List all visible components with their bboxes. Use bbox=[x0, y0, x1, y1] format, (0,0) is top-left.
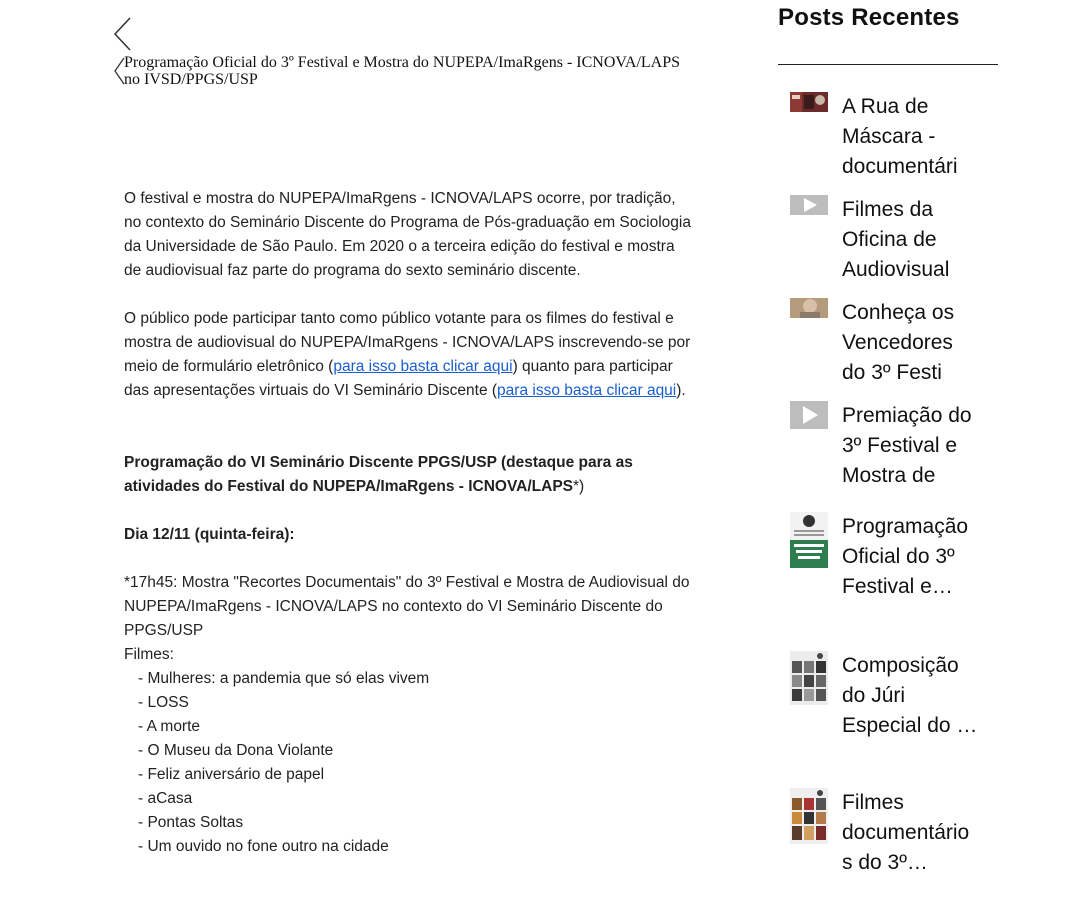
portrait-photo-thumbnail[interactable] bbox=[790, 298, 828, 323]
film-item: - O Museu da Dona Violante bbox=[138, 742, 334, 759]
participation-paragraph bbox=[124, 307, 694, 403]
recent-post-title-line: Festival e… bbox=[842, 575, 953, 598]
recent-post-title-line: do 3º Festi bbox=[842, 361, 942, 384]
recent-post-title[interactable] bbox=[842, 92, 992, 178]
recent-post-title[interactable] bbox=[842, 512, 992, 604]
film-item: - Um ouvido no fone outro na cidade bbox=[138, 838, 389, 855]
recent-post-title-line: documentário bbox=[842, 821, 970, 844]
film-item: - aCasa bbox=[138, 790, 193, 807]
film-item: - LOSS bbox=[138, 694, 189, 711]
intro-paragraph: O festival e mostra do NUPEPA/ImaRgens - ICNOVA/LAPS ocorre, por tradição, no contexto do Seminário Discente do Programa de Pós-graduação em Sociologia da Universidade de São Paulo. Em 2020 o a terceira edição do festival e mostra de audiovisual faz parte do programa do sexto seminário discente. bbox=[124, 190, 691, 279]
recent-post-title-line: Filmes bbox=[842, 791, 904, 814]
film-item: - Feliz aniversário de papel bbox=[138, 766, 325, 783]
recent-post-title-line: 3º Festival e bbox=[842, 434, 958, 457]
recent-post-title-line: Vencedores bbox=[842, 331, 953, 354]
recent-post-title-line: Oficial do 3º bbox=[842, 545, 955, 568]
participation-text: ). bbox=[676, 382, 686, 399]
sidebar-title: Posts Recentes bbox=[778, 4, 960, 31]
program-heading-suffix: *) bbox=[573, 478, 585, 495]
post-content bbox=[124, 187, 694, 859]
films-label: Filmes: bbox=[124, 646, 174, 663]
collage-thumbnail[interactable] bbox=[790, 788, 828, 849]
post-title: Programação Oficial do 3º Festival e Mostra do NUPEPA/ImaRgens - ICNOVA/LAPS no IVSD/PPGS/USP bbox=[124, 54, 681, 88]
recent-post-title[interactable] bbox=[842, 651, 992, 743]
recent-post-title[interactable] bbox=[842, 401, 992, 487]
program-heading-text: Programação do VI Seminário Discente PPGS/USP (destaque para as atividades do Festival do NUPEPA/ImaRgens - ICNOVA/LAPS bbox=[124, 454, 633, 495]
films-list bbox=[124, 667, 694, 859]
video-play-icon[interactable] bbox=[790, 195, 828, 220]
recent-post-title-line: Máscara - bbox=[842, 125, 936, 148]
voting-form-link[interactable]: para isso basta clicar aqui bbox=[333, 358, 513, 375]
recent-post-title-line: Filmes da bbox=[842, 198, 934, 221]
recent-post-title[interactable] bbox=[842, 298, 992, 384]
recent-post-title-line: Especial do … bbox=[842, 714, 978, 737]
recent-post-title-line: Programação bbox=[842, 515, 969, 538]
recent-post-title-line: Composição bbox=[842, 654, 959, 677]
recent-post-title-line: Mostra de bbox=[842, 464, 936, 487]
recent-post-title-line: Conheça os bbox=[842, 301, 955, 324]
film-item: - A morte bbox=[138, 718, 201, 735]
recent-post-title-line: documentári bbox=[842, 155, 958, 178]
recent-post-title-line: s do 3º… bbox=[842, 851, 928, 874]
video-play-icon[interactable] bbox=[790, 401, 828, 434]
recent-post-title[interactable] bbox=[842, 195, 992, 281]
sidebar-divider bbox=[778, 64, 998, 65]
back-arrow-icon[interactable] bbox=[112, 16, 134, 52]
poster-thumbnail[interactable] bbox=[790, 512, 828, 573]
recent-post-title-line: do Júri bbox=[842, 684, 906, 707]
participation-text: O público pode participar tanto como público votante para os filmes do festival e mostra de audiovisual do NUPEPA/ImaRgens - ICNOVA/LAPS inscrevendo-se por meio de formulário eletrônico ( bbox=[124, 310, 691, 375]
recent-post-title-line: Premiação do bbox=[842, 404, 972, 427]
recent-post-title-line: Oficina de bbox=[842, 228, 937, 251]
event-description: *17h45: Mostra "Recortes Documentais" do 3º Festival e Mostra de Audiovisual do NUPEPA/ImaRgens - ICNOVA/LAPS no contexto do VI Seminário Discente do PPGS/USP bbox=[124, 574, 690, 639]
recent-post-title-line: Audiovisual bbox=[842, 258, 950, 281]
recent-post-title-line: A Rua de bbox=[842, 95, 929, 118]
film-item: - Mulheres: a pandemia que só elas vivem bbox=[138, 670, 430, 687]
street-photo-thumbnail[interactable] bbox=[790, 92, 828, 117]
seminar-link[interactable]: para isso basta clicar aqui bbox=[497, 382, 677, 399]
recent-post-title[interactable] bbox=[842, 788, 992, 880]
participation-text: ) quanto para participar das apresentações virtuais do VI Seminário Discente ( bbox=[124, 358, 673, 399]
collage-thumbnail[interactable] bbox=[790, 651, 828, 710]
film-item: - Pontas Soltas bbox=[138, 814, 244, 831]
program-heading bbox=[124, 451, 694, 499]
day-heading: Dia 12/11 (quinta-feira): bbox=[124, 526, 295, 543]
